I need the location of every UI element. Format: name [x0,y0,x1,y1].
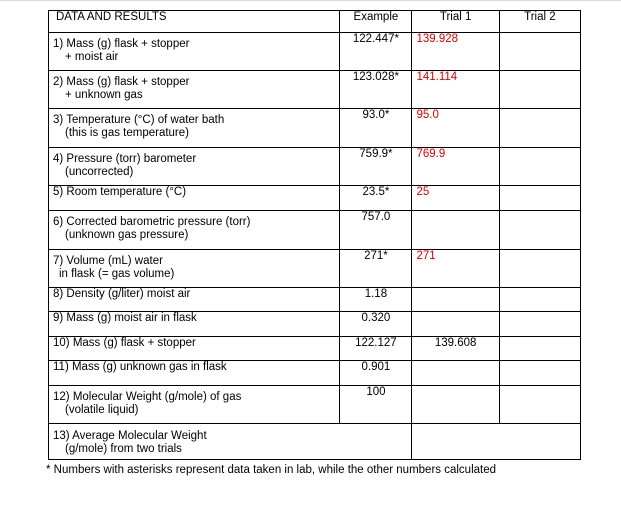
example-value: 0.320 [340,312,412,337]
row-label: 1) Mass (g) flask + stopper + moist air [49,33,340,71]
top-divider [0,0,621,1]
trial2-value[interactable] [499,186,580,211]
trial2-value[interactable] [499,71,580,109]
example-value: 93.0* [340,109,412,148]
table-row [49,186,581,211]
example-value: 100 [340,386,412,424]
row-label: 12) Molecular Weight (g/mole) of gas (volatile liquid) [49,386,340,424]
table-row [49,71,581,109]
trial1-value[interactable]: 25 [412,186,499,211]
row-label: 3) Temperature (°C) of water bath (this is gas temperature) [49,109,340,148]
trial2-value[interactable] [499,337,580,361]
trial1-value[interactable]: 769.9 [412,148,499,186]
trial1-value[interactable]: 141.114 [412,71,499,109]
trial1-value[interactable]: 139.608 [412,337,499,361]
footnote: * Numbers with asterisks represent data taken in lab, while the other numbers calculated [46,464,497,476]
table-row [49,424,581,460]
table-row [49,33,581,71]
trial2-value[interactable] [499,288,580,312]
trial1-value[interactable] [412,288,499,312]
example-value: 0.901 [340,361,412,386]
example-value: 757.0 [340,211,412,250]
row-label: 5) Room temperature (°C) [49,186,340,211]
table-row [49,148,581,186]
trial1-value[interactable] [412,211,499,250]
trial1-value[interactable] [412,312,499,337]
trial1-value[interactable] [412,361,499,386]
table-row [49,250,581,288]
table-row [49,288,581,312]
trial2-value[interactable] [499,109,580,148]
row-label: 7) Volume (mL) water in flask (= gas volume) [49,250,340,288]
table-header-row [49,11,581,33]
example-value: 1.18 [340,288,412,312]
row-label: 10) Mass (g) flask + stopper [49,337,340,361]
example-value: 271* [340,250,412,288]
row-label: 2) Mass (g) flask + stopper + unknown gas [49,71,340,109]
trial2-value[interactable] [499,33,580,71]
data-results-table [48,10,581,460]
table-row [49,109,581,148]
header-section-title: DATA AND RESULTS [49,11,340,33]
example-value: 122.127 [340,337,412,361]
trial1-value[interactable]: 271 [412,250,499,288]
table-row [49,211,581,250]
trial2-value[interactable] [499,361,580,386]
example-value: 123.028* [340,71,412,109]
trial2-value[interactable] [499,312,580,337]
table-row [49,312,581,337]
header-trial-2: Trial 2 [499,11,580,33]
trial2-value[interactable] [499,250,580,288]
trial2-value[interactable] [499,148,580,186]
row-label: 9) Mass (g) moist air in flask [49,312,340,337]
example-value: 759.9* [340,148,412,186]
row-label: 11) Mass (g) unknown gas in flask [49,361,340,386]
row-label: 4) Pressure (torr) barometer (uncorrected) [49,148,340,186]
trial1-value[interactable]: 139.928 [412,33,499,71]
trial2-value[interactable] [499,386,580,424]
header-example: Example [340,11,412,33]
table-row [49,361,581,386]
example-value: 122.447* [340,33,412,71]
table-row [49,386,581,424]
trial1-value[interactable] [412,386,499,424]
row-label: 8) Density (g/liter) moist air [49,288,340,312]
table-row [49,337,581,361]
row-label: 6) Corrected barometric pressure (torr) (unknown gas pressure) [49,211,340,250]
header-trial-1: Trial 1 [412,11,499,33]
trial1-value[interactable]: 95.0 [412,109,499,148]
trial2-value[interactable] [499,211,580,250]
average-molecular-weight-value[interactable] [412,424,581,460]
row-label: 13) Average Molecular Weight (g/mole) from two trials [49,424,412,460]
example-value: 23.5* [340,186,412,211]
